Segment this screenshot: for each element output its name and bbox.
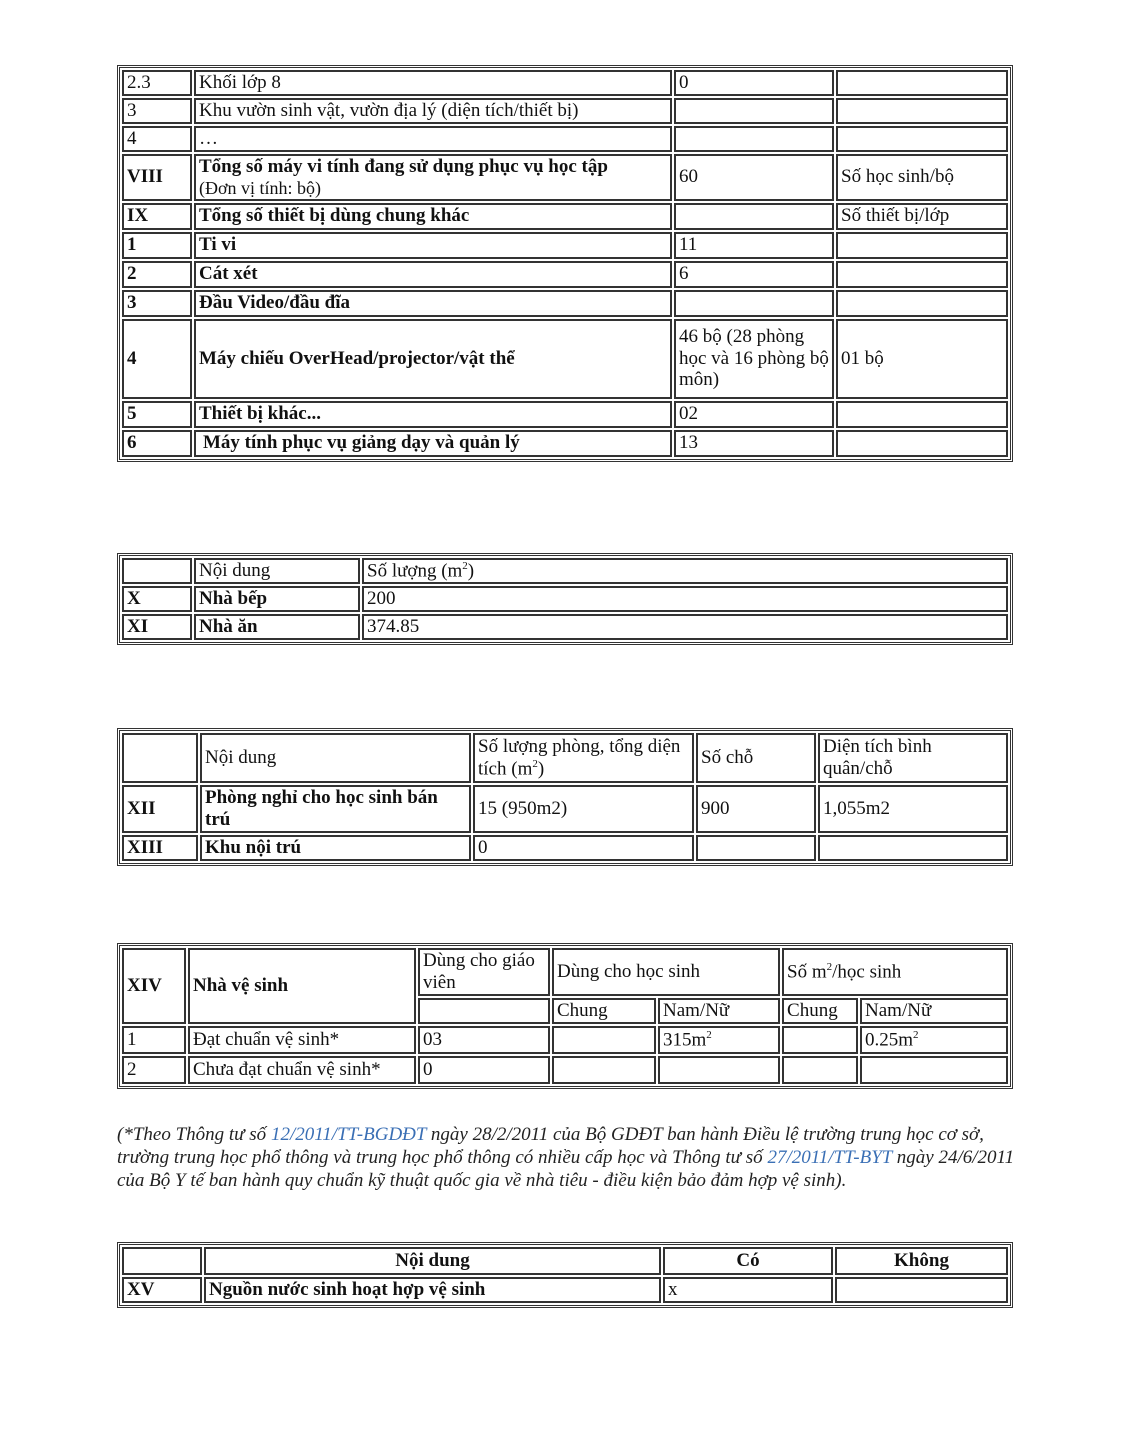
row-seats bbox=[696, 835, 816, 861]
table-row bbox=[122, 290, 1008, 317]
row-yes: x bbox=[663, 1277, 833, 1303]
row-number: 2.3 bbox=[122, 70, 192, 96]
row-teachers: 03 bbox=[418, 1026, 550, 1054]
row-ratio bbox=[836, 232, 1008, 259]
table-row bbox=[122, 261, 1008, 288]
row-content-unit: (Đơn vị tính: bộ) bbox=[199, 177, 322, 198]
row-number: 1 bbox=[122, 1026, 186, 1054]
row-content: Phòng nghỉ cho học sinh bán trú bbox=[200, 785, 471, 833]
row-per-common bbox=[782, 1056, 858, 1084]
header-per-common: Chung bbox=[782, 998, 858, 1024]
header-content: Nội dung bbox=[204, 1247, 661, 1275]
row-content: … bbox=[194, 126, 672, 152]
circular-link-bgddt[interactable]: 12/2011/TT-BGDĐT bbox=[270, 1124, 427, 1145]
row-ratio bbox=[836, 261, 1008, 288]
table-header-row bbox=[122, 948, 1008, 996]
row-content-title: Tổng số máy vi tính đang sử dụng phục vụ học tập bbox=[199, 156, 608, 177]
table-row bbox=[122, 401, 1008, 428]
row-students-gender bbox=[658, 1056, 780, 1084]
row-content: Khu nội trú bbox=[200, 835, 471, 861]
row-average: 1,055m2 bbox=[818, 785, 1008, 833]
table-row bbox=[122, 1026, 1008, 1054]
header-students-common: Chung bbox=[552, 998, 656, 1024]
row-teachers: 0 bbox=[418, 1056, 550, 1084]
row-content: Nhà ăn bbox=[194, 614, 360, 640]
row-ratio: Số thiết bị/lớp bbox=[836, 203, 1008, 230]
header-yes: Có bbox=[663, 1247, 833, 1275]
header-content: Nội dung bbox=[200, 733, 471, 783]
row-content: Thiết bị khác... bbox=[194, 401, 672, 428]
row-quantity: 200 bbox=[362, 586, 1008, 612]
row-number: X bbox=[122, 586, 192, 612]
row-ratio bbox=[836, 126, 1008, 152]
row-quantity: 13 bbox=[674, 430, 834, 457]
circular-link-byt[interactable]: 27/2011/TT-BYT bbox=[767, 1146, 893, 1168]
row-quantity: 02 bbox=[674, 401, 834, 428]
table-row bbox=[122, 98, 1008, 124]
row-content bbox=[194, 154, 672, 201]
table-row bbox=[122, 203, 1008, 230]
row-number: XIII bbox=[122, 835, 198, 861]
row-seats: 900 bbox=[696, 785, 816, 833]
row-content: Khu vườn sinh vật, vườn địa lý (diện tích/thiết bị) bbox=[194, 98, 672, 124]
row-students-common bbox=[552, 1056, 656, 1084]
row-number: 1 bbox=[122, 232, 192, 259]
row-ratio bbox=[836, 98, 1008, 124]
row-students-common bbox=[552, 1026, 656, 1054]
row-number: IX bbox=[122, 203, 192, 230]
row-number: VIII bbox=[122, 154, 192, 201]
row-per-common bbox=[782, 1026, 858, 1054]
row-number: 3 bbox=[122, 98, 192, 124]
row-number: XV bbox=[122, 1277, 202, 1303]
row-ratio: 01 bộ bbox=[836, 319, 1008, 399]
row-per-gender: $0.25m^2$ bbox=[860, 1026, 1008, 1054]
row-quantity: 0 bbox=[674, 70, 834, 96]
table-row bbox=[122, 785, 1008, 833]
header-seats: Số chỗ bbox=[696, 733, 816, 783]
row-ratio bbox=[836, 290, 1008, 317]
dormitory-table bbox=[117, 728, 1013, 866]
row-rooms: 0 bbox=[473, 835, 694, 861]
row-content: Đầu Video/đầu đĩa bbox=[194, 290, 672, 317]
row-content: Tổng số thiết bị dùng chung khác bbox=[194, 203, 672, 230]
row-ratio bbox=[836, 430, 1008, 457]
row-quantity bbox=[674, 98, 834, 124]
table-row bbox=[122, 1277, 1008, 1303]
row-ratio bbox=[836, 401, 1008, 428]
header-content: Nhà vệ sinh bbox=[188, 948, 416, 1024]
row-rooms: 15 (950m2) bbox=[473, 785, 694, 833]
row-number: XII bbox=[122, 785, 198, 833]
row-no bbox=[835, 1277, 1008, 1303]
row-quantity: 11 bbox=[674, 232, 834, 259]
row-content: Ti vi bbox=[194, 232, 672, 259]
row-per-gender bbox=[860, 1056, 1008, 1084]
table-header-row bbox=[122, 1247, 1008, 1275]
footnote: (*Theo Thông tư số 12/2011/TT-BGDĐT ngày 28/2/2011 của Bộ GDĐT ban hành Điều lệ trường trung học cơ sở, trường trung học phổ thông và trung học phổ thông có nhiều cấp học và Thông tư số 27/2011/TT-BYT ngày 24/6/2011 của Bộ Y tế ban hành quy chuẩn kỹ thuật quốc gia về nhà tiêu - điều kiện bảo đảm hợp vệ sinh). bbox=[117, 1124, 1015, 1191]
row-number: 3 bbox=[122, 290, 192, 317]
header-rooms: Số lượng phòng, tổng diện tích $(m^2)$ bbox=[473, 733, 694, 783]
row-ratio bbox=[836, 70, 1008, 96]
table-row bbox=[122, 232, 1008, 259]
header-quantity: Số lượng $(m^2)$ bbox=[362, 558, 1008, 584]
row-content: Khối lớp 8 bbox=[194, 70, 672, 96]
table-row bbox=[122, 126, 1008, 152]
header-no: Không bbox=[835, 1247, 1008, 1275]
table-row bbox=[122, 835, 1008, 861]
row-content: Nhà bếp bbox=[194, 586, 360, 612]
kitchen-table bbox=[117, 553, 1013, 645]
header-content: Nội dung bbox=[194, 558, 360, 584]
header-number: XIV bbox=[122, 948, 186, 1024]
row-number: XI bbox=[122, 614, 192, 640]
row-quantity: 46 bộ (28 phòng học và 16 phòng bộ môn) bbox=[674, 319, 834, 399]
header-per-gender: Nam/Nữ bbox=[860, 998, 1008, 1024]
row-number: 5 bbox=[122, 401, 192, 428]
header-students: Dùng cho học sinh bbox=[552, 948, 780, 996]
table-row bbox=[122, 614, 1008, 640]
table-header-row bbox=[122, 733, 1008, 783]
row-content: Máy chiếu OverHead/projector/vật thể bbox=[194, 319, 672, 399]
row-content: Máy tính phục vụ giảng dạy và quản lý bbox=[194, 430, 672, 457]
row-quantity: 374.85 bbox=[362, 614, 1008, 640]
table-row bbox=[122, 154, 1008, 201]
water-table bbox=[117, 1242, 1013, 1308]
row-content: Nguồn nước sinh hoạt hợp vệ sinh bbox=[204, 1277, 661, 1303]
table-row bbox=[122, 319, 1008, 399]
row-quantity: 60 bbox=[674, 154, 834, 201]
table-header-row bbox=[122, 558, 1008, 584]
row-quantity bbox=[674, 290, 834, 317]
table-row bbox=[122, 430, 1008, 457]
row-average bbox=[818, 835, 1008, 861]
row-number: 4 bbox=[122, 319, 192, 399]
row-content: Cát xét bbox=[194, 261, 672, 288]
row-number: 2 bbox=[122, 1056, 186, 1084]
equipment-table bbox=[117, 65, 1013, 462]
table-row bbox=[122, 70, 1008, 96]
header-teachers: Dùng cho giáo viên bbox=[418, 948, 550, 996]
header-students-gender: Nam/Nữ bbox=[658, 998, 780, 1024]
row-number: 4 bbox=[122, 126, 192, 152]
row-content: Đạt chuẩn vệ sinh* bbox=[188, 1026, 416, 1054]
table-row bbox=[122, 586, 1008, 612]
row-quantity bbox=[674, 126, 834, 152]
header-average: Diện tích bình quân/chỗ bbox=[818, 733, 1008, 783]
row-quantity bbox=[674, 203, 834, 230]
row-number: 6 bbox=[122, 430, 192, 457]
toilet-table bbox=[117, 943, 1013, 1089]
row-ratio: Số học sinh/bộ bbox=[836, 154, 1008, 201]
row-quantity: 6 bbox=[674, 261, 834, 288]
header-per-student: Số $m^2$/học sinh bbox=[782, 948, 1008, 996]
row-number: 2 bbox=[122, 261, 192, 288]
table-row bbox=[122, 1056, 1008, 1084]
row-content: Chưa đạt chuẩn vệ sinh* bbox=[188, 1056, 416, 1084]
row-students-gender: $315m^2$ bbox=[658, 1026, 780, 1054]
